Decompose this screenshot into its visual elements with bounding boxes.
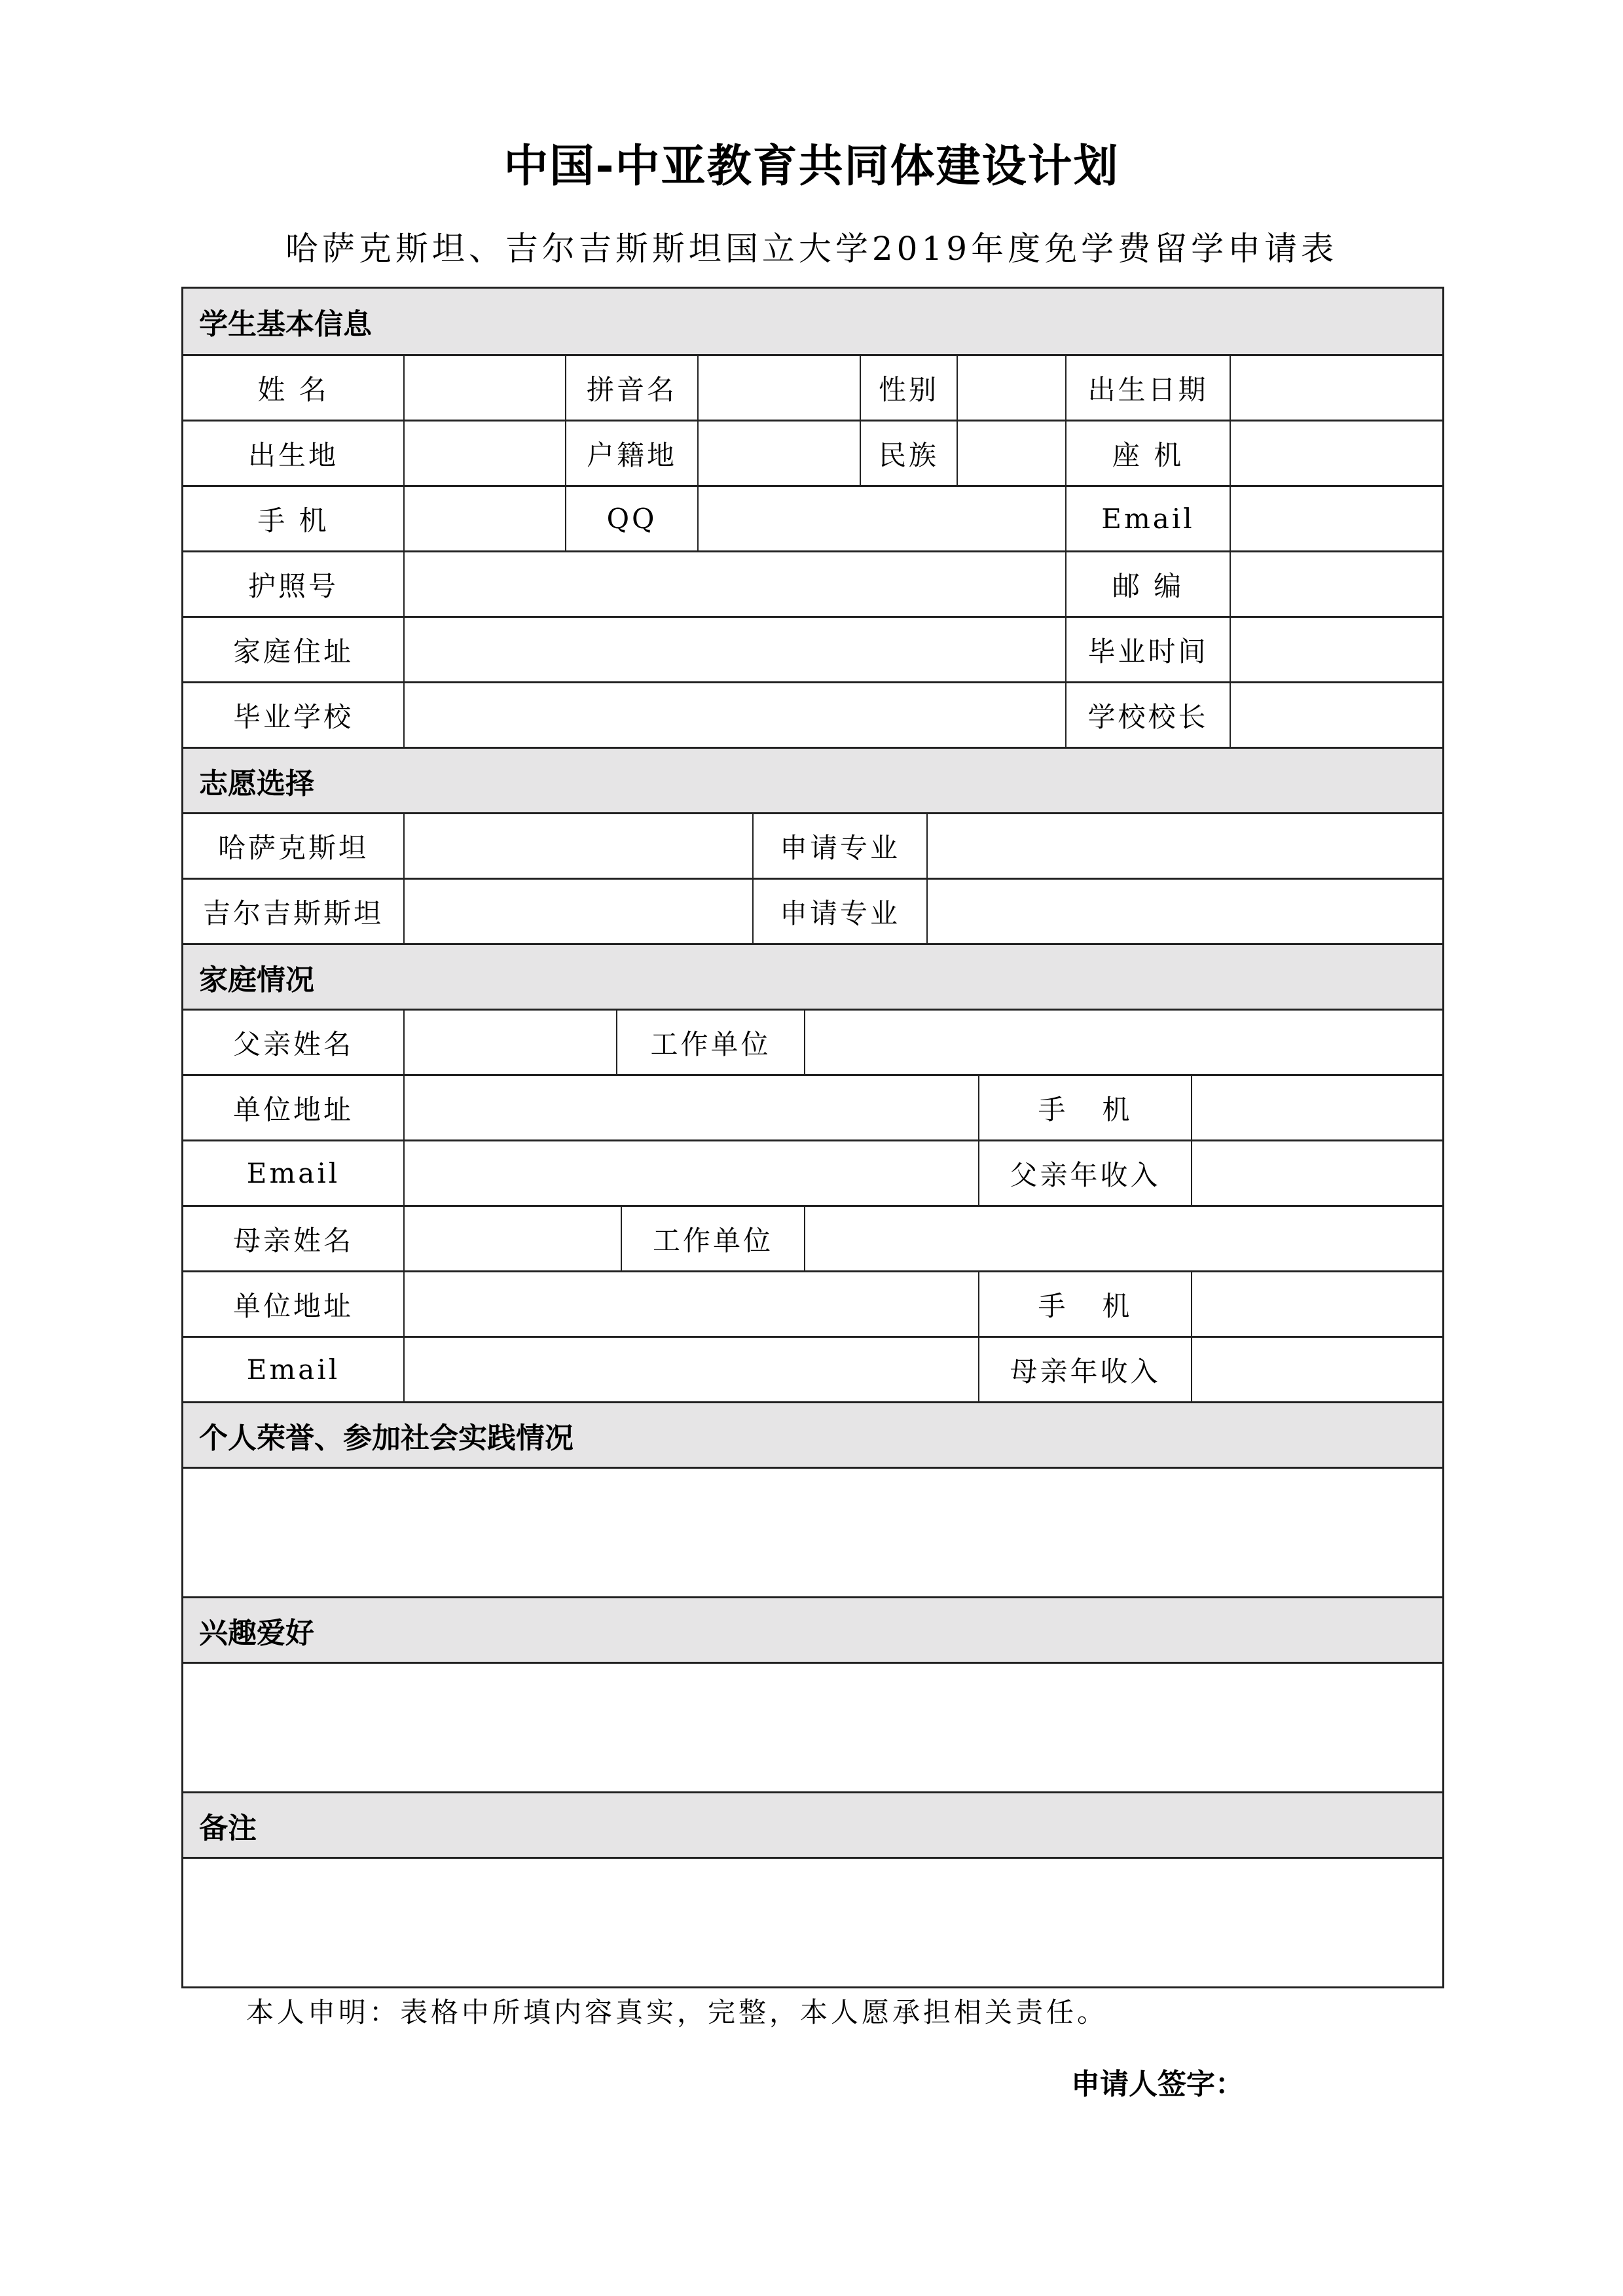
hobbies-textarea[interactable] <box>183 1662 1442 1791</box>
name-label: 姓 名 <box>257 373 329 406</box>
kyrgyzstan-label: 吉尔吉斯斯坦 <box>202 897 384 929</box>
table-row <box>183 616 1442 681</box>
father-name-label: 父亲姓名 <box>232 1028 354 1060</box>
father-work-label: 工作单位 <box>616 1011 804 1074</box>
table-row <box>183 878 1442 943</box>
principal-field[interactable] <box>1230 683 1442 747</box>
principal-label: 学校校长 <box>1065 683 1230 747</box>
household-field[interactable] <box>697 422 860 485</box>
birthplace-label: 出生地 <box>247 439 338 471</box>
mother-income-field[interactable] <box>1191 1338 1442 1401</box>
section-header-remarks: 备注 <box>183 1791 1442 1857</box>
section-header-hobbies: 兴趣爱好 <box>183 1596 1442 1662</box>
mother-mobile-field[interactable] <box>1191 1272 1442 1336</box>
section-header-family: 家庭情况 <box>183 943 1442 1009</box>
father-income-field[interactable] <box>1191 1141 1442 1205</box>
section-header-honors: 个人荣誉、参加社会实践情况 <box>183 1401 1442 1467</box>
mother-email-field[interactable] <box>403 1338 978 1401</box>
passport-label: 护照号 <box>247 569 338 602</box>
birth-date-label: 出生日期 <box>1065 356 1230 420</box>
table-row <box>183 1205 1442 1270</box>
father-name-field[interactable] <box>403 1011 616 1074</box>
father-income-label: 父亲年收入 <box>978 1141 1191 1205</box>
passport-field[interactable] <box>403 552 1065 616</box>
father-address-field[interactable] <box>403 1076 978 1139</box>
qq-label: QQ <box>565 487 697 550</box>
gender-field[interactable] <box>957 356 1065 420</box>
mobile-field[interactable] <box>403 487 565 550</box>
kyrgyzstan-major-field[interactable] <box>926 880 1442 943</box>
name-field[interactable] <box>403 356 565 420</box>
table-row <box>183 1270 1442 1336</box>
mother-name-field[interactable] <box>403 1207 621 1270</box>
mother-address-field[interactable] <box>403 1272 978 1336</box>
table-row <box>183 550 1442 616</box>
birth-date-field[interactable] <box>1230 356 1442 420</box>
graduated-school-field[interactable] <box>403 683 1065 747</box>
home-address-field[interactable] <box>403 618 1065 681</box>
graduation-time-label: 毕业时间 <box>1065 618 1230 681</box>
mother-mobile-label: 手 机 <box>978 1272 1191 1336</box>
honors-textarea[interactable] <box>183 1467 1442 1596</box>
ethnicity-field[interactable] <box>957 422 1065 485</box>
kyrgyzstan-major-label: 申请专业 <box>752 880 926 943</box>
table-row <box>183 1336 1442 1401</box>
postcode-field[interactable] <box>1230 552 1442 616</box>
table-row <box>183 1074 1442 1139</box>
kazakhstan-major-field[interactable] <box>926 814 1442 878</box>
father-work-field[interactable] <box>804 1011 1442 1074</box>
page-title: 中国-中亚教育共同体建设计划 <box>503 141 1120 192</box>
father-address-label: 单位地址 <box>232 1093 354 1126</box>
graduation-time-field[interactable] <box>1230 618 1442 681</box>
kazakhstan-university-field[interactable] <box>403 814 752 878</box>
gender-label: 性别 <box>860 356 957 420</box>
section-header-wish: 志愿选择 <box>183 747 1442 812</box>
form-subtitle: 哈萨克斯坦、吉尔吉斯斯坦国立大学2019年度免学费留学申请表 <box>285 230 1338 268</box>
remarks-textarea[interactable] <box>183 1857 1442 1986</box>
kyrgyzstan-university-field[interactable] <box>403 880 752 943</box>
mobile-label: 手 机 <box>257 504 329 537</box>
graduated-school-label: 毕业学校 <box>232 700 354 733</box>
father-email-label: Email <box>246 1157 340 1189</box>
application-form <box>181 287 1444 1988</box>
mother-email-label: Email <box>246 1354 340 1386</box>
mother-work-label: 工作单位 <box>621 1207 804 1270</box>
table-row <box>183 1139 1442 1205</box>
table-row <box>183 485 1442 550</box>
father-mobile-field[interactable] <box>1191 1076 1442 1139</box>
kazakhstan-label: 哈萨克斯坦 <box>217 831 369 864</box>
mother-income-label: 母亲年收入 <box>978 1338 1191 1401</box>
landline-field[interactable] <box>1230 422 1442 485</box>
table-row <box>183 1009 1442 1074</box>
declaration-text: 本人申明：表格中所填内容真实，完整，本人愿承担相关责任。 <box>246 1996 1108 2028</box>
father-mobile-label: 手 机 <box>978 1076 1191 1139</box>
mother-name-label: 母亲姓名 <box>232 1224 354 1257</box>
section-header-student: 学生基本信息 <box>183 289 1442 354</box>
table-row <box>183 681 1442 747</box>
father-email-field[interactable] <box>403 1141 978 1205</box>
email-label: Email <box>1065 487 1230 550</box>
home-address-label: 家庭住址 <box>232 635 354 668</box>
postcode-label: 邮 编 <box>1065 552 1230 616</box>
signature-label: 申请人签字： <box>1071 2068 1244 2101</box>
email-field[interactable] <box>1230 487 1442 550</box>
table-row <box>183 354 1442 420</box>
pinyin-name-label: 拼音名 <box>565 356 697 420</box>
qq-field[interactable] <box>697 487 1065 550</box>
birthplace-field[interactable] <box>403 422 565 485</box>
mother-work-field[interactable] <box>804 1207 1442 1270</box>
ethnicity-label: 民族 <box>860 422 957 485</box>
pinyin-name-field[interactable] <box>697 356 860 420</box>
household-label: 户籍地 <box>565 422 697 485</box>
mother-address-label: 单位地址 <box>232 1289 354 1322</box>
table-row <box>183 812 1442 878</box>
kazakhstan-major-label: 申请专业 <box>752 814 926 878</box>
table-row <box>183 420 1442 485</box>
landline-label: 座 机 <box>1065 422 1230 485</box>
